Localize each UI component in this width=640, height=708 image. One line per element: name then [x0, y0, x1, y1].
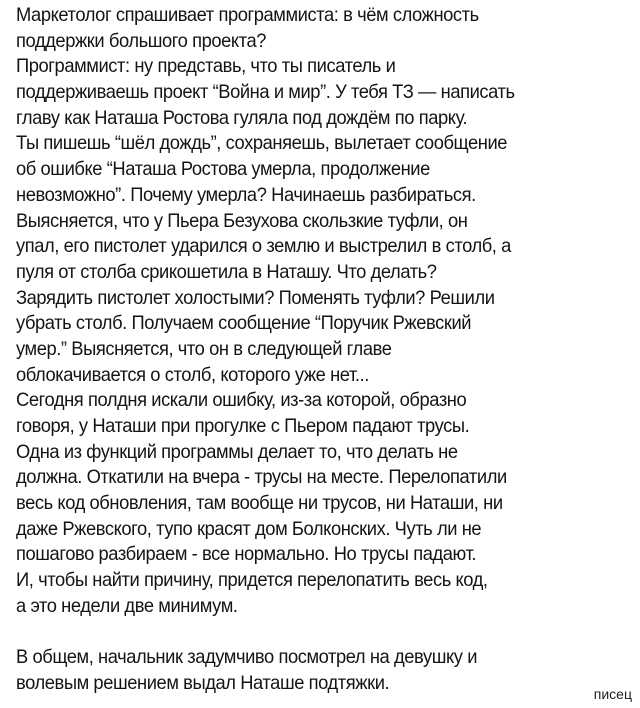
text-line: Программист: ну представь, что ты писатель и	[16, 55, 396, 78]
text-line: умер.” Выясняется, что он в следующей главе	[16, 337, 392, 360]
text-line: говоря, у Наташи при прогулке с Пьером падают трусы.	[16, 415, 470, 437]
text-line: Выясняется, что у Пьера Безухова скользкие туфли, он	[16, 209, 468, 232]
text-line: поддержки большого проекта?	[16, 29, 267, 52]
paragraph-gap	[16, 620, 632, 646]
text-line: Ты пишешь “шёл дождь”, сохраняешь, вылетает сообщение	[16, 132, 508, 155]
text-line: невозможно”. Почему умерла? Начинаешь разбираться.	[16, 183, 476, 206]
story-text	[16, 3, 632, 697]
text-line: а это недели две минимум.	[16, 594, 238, 617]
text-line: Сегодня полдня искали ошибку, из-за которой, образно	[16, 389, 467, 412]
text-line: Зарядить пистолет холостыми? Поменять туфли? Решили	[16, 286, 495, 309]
text-line: об ошибке “Наташа Ростова умерла, продолжение	[16, 158, 430, 181]
text-line: пошагово разбираем - все нормально. Но трусы падают.	[16, 543, 477, 566]
text-line: волевым решением выдал Наташе подтяжки.	[16, 671, 390, 694]
text-line: главу как Наташа Ростова гуляла под дождём по парку.	[16, 106, 468, 129]
text-line: весь код обновления, там вообще ни трусов, ни Наташи, ни	[16, 492, 503, 515]
text-line: Маркетолог спрашивает программиста: в чём сложность	[16, 4, 479, 26]
text-line: даже Ржевского, тупо красят дом Болконских. Чуть ли не	[16, 517, 482, 540]
text-line: убрать столб. Получаем сообщение “Поручик Ржевский	[16, 312, 472, 335]
text-line: И, чтобы найти причину, придется перелопатить весь код,	[16, 569, 488, 592]
text-line: облокачивается о столб, которого уже нет...	[16, 363, 369, 386]
text-line: пуля от столба срикошетила в Наташу. Что делать?	[16, 260, 437, 283]
text-line: упал, его пистолет ударился о землю и выстрелил в столб, а	[16, 235, 511, 258]
text-line: Одна из функций программы делает то, что делать не	[16, 440, 458, 463]
text-line: поддерживаешь проект “Война и мир”. У тебя ТЗ — написать	[16, 81, 515, 104]
text-line: должна. Откатили на вчера - трусы на месте. Перелопатили	[16, 466, 507, 489]
text-line: В общем, начальник задумчиво посмотрел на девушку и	[16, 646, 478, 669]
watermark: писец	[593, 686, 632, 702]
